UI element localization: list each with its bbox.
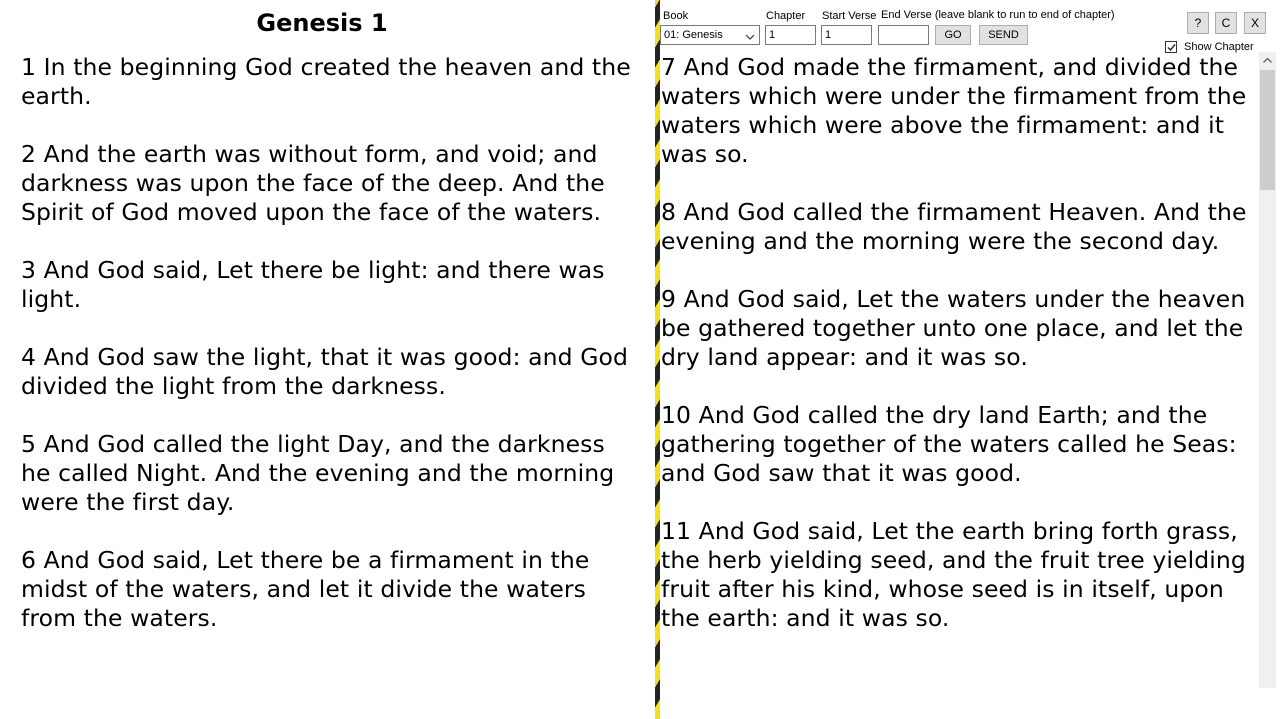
scroll-thumb[interactable] <box>1260 70 1275 190</box>
chapter-input[interactable]: 1 <box>765 25 816 45</box>
clear-button[interactable]: C <box>1215 12 1237 34</box>
chevron-down-icon <box>745 30 755 40</box>
start-verse-label: Start Verse <box>822 10 877 22</box>
send-button[interactable]: SEND <box>979 25 1028 45</box>
verse-1: 1 In the beginning God created the heaven and the earth. <box>21 53 631 110</box>
verse-6: 6 And God said, Let there be a firmament in the midst of the waters, and let it divide the waters from the waters. <box>21 546 590 632</box>
check-icon <box>1166 42 1177 53</box>
checkbox-box[interactable] <box>1165 41 1177 53</box>
chapter-label: Chapter <box>766 10 806 22</box>
show-chapter-label: Show Chapter <box>1184 41 1254 53</box>
go-button[interactable]: GO <box>935 25 971 45</box>
close-button[interactable]: X <box>1244 12 1266 34</box>
right-reading-pane <box>660 0 1280 719</box>
verse-5: 5 And God called the light Day, and the darkness he called Night. And the evening and the morning were the first day. <box>21 430 615 516</box>
book-label: Book <box>663 10 689 22</box>
verse-4: 4 And God saw the light, that it was good: and God divided the light from the darkness. <box>21 343 629 400</box>
verse-7: 7 And God made the firmament, and divided the waters which were under the firmament from the waters which were above the firmament: and it was so. <box>661 53 1247 168</box>
book-select-value: 01: Genesis <box>664 29 723 41</box>
right-verse-list <box>661 53 1257 662</box>
verse-11: 11 And God said, Let the earth bring forth grass, the herb yielding seed, and the fruit tree yielding fruit after his kind, whose seed is in itself, upon the earth: and it was so. <box>661 517 1246 632</box>
verse-9: 9 And God said, Let the waters under the heaven be gathered together unto one place, and let the dry land appear: and it was so. <box>661 285 1246 371</box>
book-select[interactable] <box>660 25 760 45</box>
start-verse-input[interactable]: 1 <box>821 25 872 45</box>
verse-8: 8 And God called the firmament Heaven. And the evening and the morning were the second day. <box>661 198 1247 255</box>
help-button[interactable]: ? <box>1187 12 1209 34</box>
end-verse-label: End Verse (leave blank to run to end of chapter) <box>881 9 1115 21</box>
verse-2: 2 And the earth was without form, and void; and darkness was upon the face of the deep. And the Spirit of God moved upon the face of the waters. <box>21 140 605 226</box>
verse-3: 3 And God said, Let there be light: and there was light. <box>21 256 605 313</box>
chapter-title: Genesis 1 <box>256 9 388 37</box>
scroll-up-arrow-icon[interactable] <box>1259 52 1276 69</box>
vertical-scrollbar[interactable] <box>1259 52 1276 688</box>
left-verse-list <box>21 53 631 662</box>
verse-10: 10 And God called the dry land Earth; and the gathering together of the waters called he Seas: and God saw that it was good. <box>661 401 1237 487</box>
end-verse-input[interactable] <box>878 25 929 45</box>
